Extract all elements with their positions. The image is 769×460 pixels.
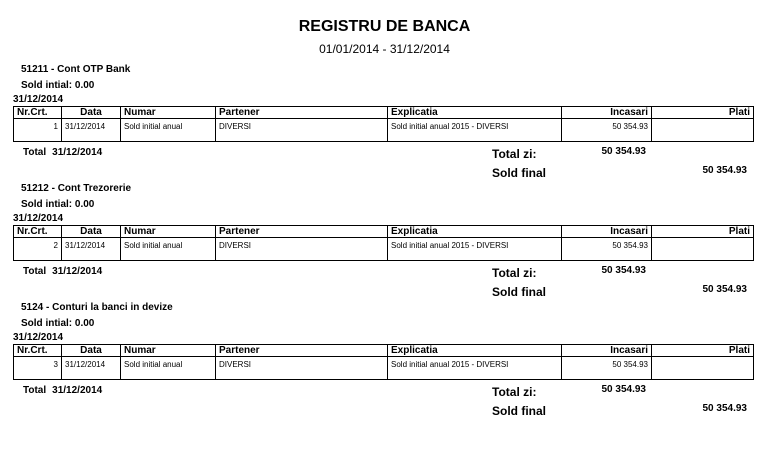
col-partener-header: Partener (216, 226, 388, 238)
table-header-row (14, 345, 754, 357)
sold-final-value: 50 354.93 (702, 284, 747, 295)
total-zi-label: Total zi: (492, 266, 537, 280)
sold-final-label: Sold final (492, 166, 546, 180)
date-header: 31/12/2014 (13, 213, 64, 224)
table-row (14, 357, 754, 380)
account-section (0, 183, 769, 303)
cell-data: 31/12/2014 (62, 119, 121, 142)
col-data-header: Data (62, 226, 121, 238)
table-header-row (14, 226, 754, 238)
total-zi-value: 50 354.93 (601, 265, 646, 276)
sold-final-label: Sold final (492, 404, 546, 418)
cell-data: 31/12/2014 (62, 238, 121, 261)
col-plati-header: Plati (652, 107, 754, 119)
sold-final-value: 50 354.93 (702, 165, 747, 176)
sold-initial: Sold intial: 0.00 (21, 80, 95, 91)
cell-plati (652, 357, 754, 380)
cell-partener: DIVERSI (216, 119, 388, 142)
total-zi-label: Total zi: (492, 147, 537, 161)
cell-nr: 2 (14, 238, 62, 261)
account-title: 51212 - Cont Trezorerie (21, 183, 132, 194)
total-text: Total (23, 266, 47, 277)
cell-explicatia: Sold initial anual 2015 - DIVERSI (388, 119, 562, 142)
cell-incasari: 50 354.93 (562, 238, 652, 261)
col-plati-header: Plati (652, 226, 754, 238)
cell-plati (652, 119, 754, 142)
total-date: 31/12/2014 (52, 147, 103, 158)
total-text: Total (23, 385, 47, 396)
cell-data: 31/12/2014 (62, 357, 121, 380)
account-title: 51211 - Cont OTP Bank (21, 64, 131, 75)
ledger-table (13, 106, 754, 142)
col-partener-header: Partener (216, 107, 388, 119)
col-data-header: Data (62, 107, 121, 119)
ledger-table (13, 344, 754, 380)
col-plati-header: Plati (652, 345, 754, 357)
date-header: 31/12/2014 (13, 94, 64, 105)
total-date: 31/12/2014 (52, 266, 103, 277)
cell-explicatia: Sold initial anual 2015 - DIVERSI (388, 357, 562, 380)
cell-numar: Sold initial anual (121, 119, 216, 142)
col-incasari-header: Incasari (562, 107, 652, 119)
cell-numar: Sold initial anual (121, 238, 216, 261)
col-nr-header: Nr.Crt. (14, 226, 62, 238)
total-label (23, 147, 102, 158)
cell-nr: 1 (14, 119, 62, 142)
cell-plati (652, 238, 754, 261)
col-nr-header: Nr.Crt. (14, 345, 62, 357)
report-period: 01/01/2014 - 31/12/2014 (319, 42, 450, 56)
col-partener-header: Partener (216, 345, 388, 357)
col-numar-header: Numar (121, 107, 216, 119)
sold-initial: Sold intial: 0.00 (21, 318, 95, 329)
cell-nr: 3 (14, 357, 62, 380)
table-row (14, 238, 754, 261)
report-title: REGISTRU DE BANCA (298, 18, 471, 35)
cell-partener: DIVERSI (216, 357, 388, 380)
sold-initial: Sold intial: 0.00 (21, 199, 95, 210)
account-title: 5124 - Conturi la banci in devize (21, 302, 173, 313)
total-date: 31/12/2014 (52, 385, 103, 396)
cell-explicatia: Sold initial anual 2015 - DIVERSI (388, 238, 562, 261)
ledger-table (13, 225, 754, 261)
cell-numar: Sold initial anual (121, 357, 216, 380)
sold-final-label: Sold final (492, 285, 546, 299)
col-data-header: Data (62, 345, 121, 357)
account-section (0, 64, 769, 184)
sold-final-value: 50 354.93 (702, 403, 747, 414)
table-header-row (14, 107, 754, 119)
total-zi-label: Total zi: (492, 385, 537, 399)
total-zi-value: 50 354.93 (601, 146, 646, 157)
col-explicatia-header: Explicatia (388, 226, 562, 238)
date-header: 31/12/2014 (13, 332, 64, 343)
total-label (23, 385, 102, 396)
col-incasari-header: Incasari (562, 226, 652, 238)
col-numar-header: Numar (121, 345, 216, 357)
cell-incasari: 50 354.93 (562, 119, 652, 142)
total-zi-value: 50 354.93 (601, 384, 646, 395)
total-label (23, 266, 102, 277)
cell-incasari: 50 354.93 (562, 357, 652, 380)
account-section (0, 302, 769, 422)
total-text: Total (23, 147, 47, 158)
table-row (14, 119, 754, 142)
col-numar-header: Numar (121, 226, 216, 238)
col-nr-header: Nr.Crt. (14, 107, 62, 119)
col-explicatia-header: Explicatia (388, 345, 562, 357)
col-incasari-header: Incasari (562, 345, 652, 357)
cell-partener: DIVERSI (216, 238, 388, 261)
col-explicatia-header: Explicatia (388, 107, 562, 119)
